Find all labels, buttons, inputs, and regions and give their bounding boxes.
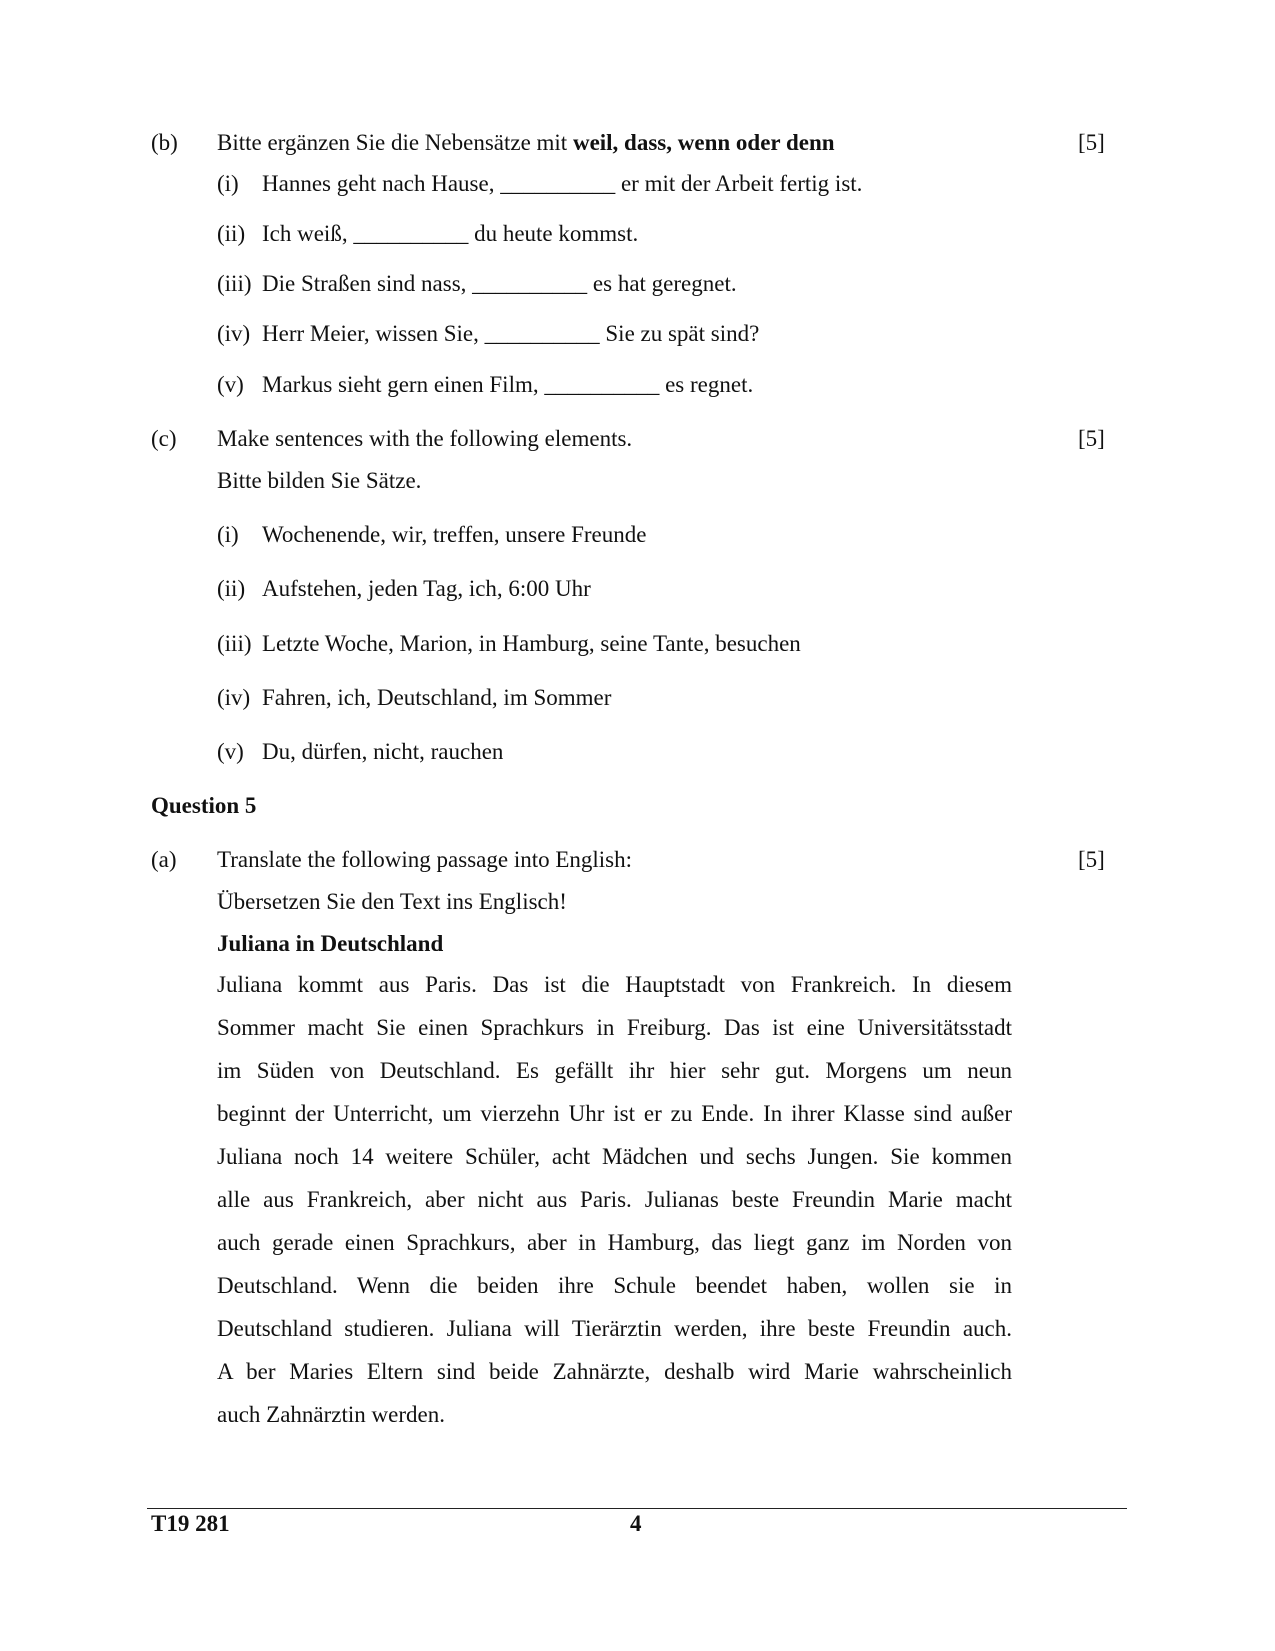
- passage-title: Juliana in Deutschland: [217, 931, 444, 956]
- part-b-instruction-text: Bitte ergänzen Sie die Nebensätze mit: [217, 130, 573, 155]
- part-c-instruction-en: Make sentences with the following elements.: [217, 426, 633, 451]
- passage-line: auch Zahnärztin werden.: [217, 1402, 445, 1427]
- part-c-item-text: Letzte Woche, Marion, in Hamburg, seine Tante, besuchen: [262, 631, 801, 656]
- passage-line: Juliana noch 14 weitere Schüler, acht Mädchen und sechs Jungen. Sie kommen: [217, 1144, 1012, 1169]
- part-c-item-num: (i): [217, 522, 239, 547]
- question-5-heading: Question 5: [151, 793, 257, 818]
- part-b-item-num: (iv): [217, 321, 251, 346]
- part-c-item-text: Fahren, ich, Deutschland, im Sommer: [262, 685, 612, 710]
- part-c-instruction-de: Bitte bilden Sie Sätze.: [217, 468, 422, 493]
- passage-line: Juliana kommt aus Paris. Das ist die Hauptstadt von Frankreich. In diesem: [217, 972, 1012, 997]
- part-b-item-num: (v): [217, 372, 244, 397]
- passage-line: auch gerade einen Sprachkurs, aber in Hamburg, das liegt ganz im Norden von: [217, 1230, 1012, 1255]
- q5-part-a-instruction-en: Translate the following passage into English:: [217, 847, 633, 872]
- footer-divider: [147, 1508, 1127, 1509]
- part-b-item-text: Herr Meier, wissen Sie, __________ Sie zu spät sind?: [262, 321, 760, 346]
- part-b-item-text: Hannes geht nach Hause, __________ er mit der Arbeit fertig ist.: [262, 171, 863, 196]
- part-c-label: (c): [151, 426, 177, 451]
- passage-line: Sommer macht Sie einen Sprachkurs in Freiburg. Das ist eine Universitätsstadt: [217, 1015, 1012, 1040]
- part-c-item-text: Aufstehen, jeden Tag, ich, 6:00 Uhr: [262, 576, 591, 601]
- passage-line: A ber Maries Eltern sind beide Zahnärzte, deshalb wird Marie wahrscheinlich: [217, 1359, 1012, 1384]
- part-b-item-num: (iii): [217, 271, 252, 296]
- part-b-instruction: [217, 130, 835, 156]
- passage-line: Deutschland studieren. Juliana will Tierärztin werden, ihre beste Freundin auch.: [217, 1316, 1012, 1341]
- part-b-item-text: Ich weiß, __________ du heute kommst.: [262, 221, 639, 246]
- part-c-item-num: (iv): [217, 685, 251, 710]
- paper-code: T19 281: [151, 1511, 230, 1536]
- part-b-label: (b): [151, 130, 178, 155]
- part-b-instruction-bold: weil, dass, wenn oder denn: [572, 130, 835, 155]
- part-b-item-text: Die Straßen sind nass, __________ es hat geregnet.: [262, 271, 737, 296]
- passage-line: Deutschland. Wenn die beiden ihre Schule beendet haben, wollen sie in: [217, 1273, 1012, 1298]
- part-c-item-num: (v): [217, 739, 244, 764]
- q5-part-a-instruction-de: Übersetzen Sie den Text ins Englisch!: [217, 889, 567, 914]
- part-b-item-num: (i): [217, 171, 239, 196]
- part-b-marks: [5]: [1078, 130, 1105, 155]
- part-b-item-num: (ii): [217, 221, 246, 246]
- q5-part-a-label: (a): [151, 847, 177, 872]
- part-c-item-num: (iii): [217, 631, 252, 656]
- part-c-marks: [5]: [1078, 426, 1105, 451]
- passage-line: im Süden von Deutschland. Es gefällt ihr hier sehr gut. Morgens um neun: [217, 1058, 1012, 1083]
- passage-line: beginnt der Unterricht, um vierzehn Uhr ist er zu Ende. In ihrer Klasse sind außer: [217, 1101, 1012, 1126]
- part-c-item-text: Du, dürfen, nicht, rauchen: [262, 739, 504, 764]
- passage-line: alle aus Frankreich, aber nicht aus Paris. Julianas beste Freundin Marie macht: [217, 1187, 1012, 1212]
- part-c-item-text: Wochenende, wir, treffen, unsere Freunde: [262, 522, 647, 547]
- q5-part-a-marks: [5]: [1078, 847, 1105, 872]
- passage-body: [217, 963, 1012, 1436]
- part-b-item-text: Markus sieht gern einen Film, __________ es regnet.: [262, 372, 754, 397]
- part-c-item-num: (ii): [217, 576, 246, 601]
- page-number: 4: [630, 1511, 642, 1536]
